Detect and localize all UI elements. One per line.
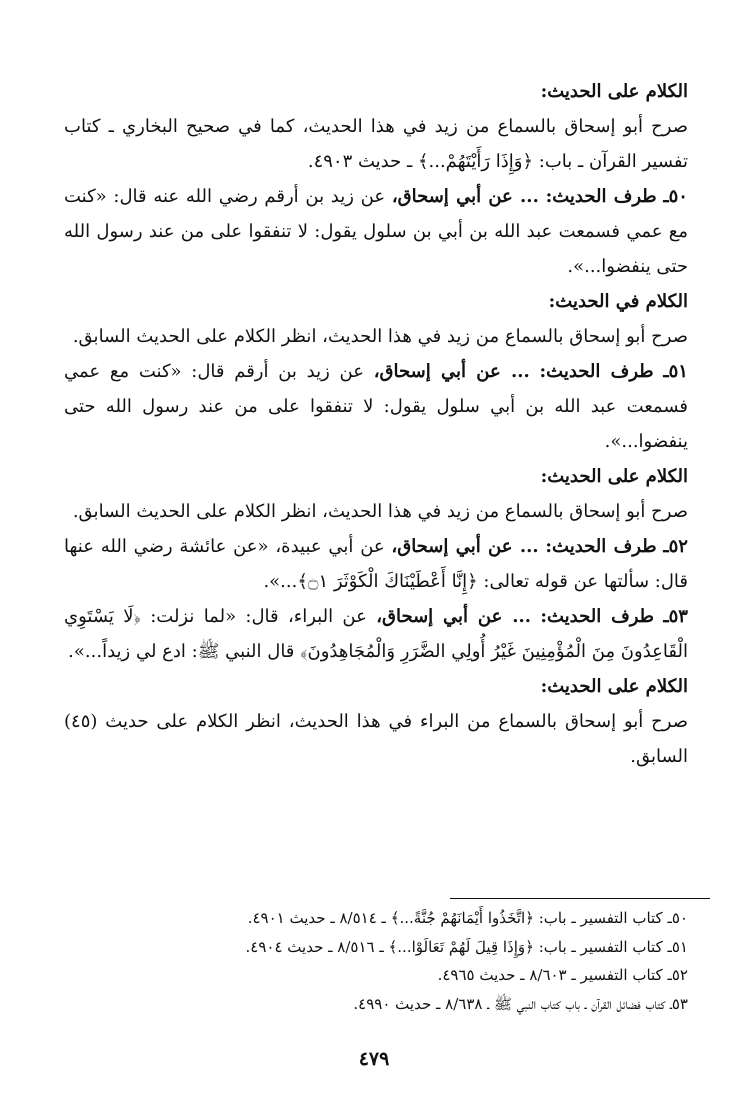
entry-number: ٥١ـ [663, 361, 688, 382]
hadith-entry-52 [64, 529, 688, 599]
entry-narrator: ... عن أبي إسحاق، [391, 536, 539, 557]
section-heading: الكلام في الحديث: [548, 291, 688, 312]
entry-number: ٥٣ـ [663, 606, 688, 627]
page-number: ٤٧٩ [358, 1048, 390, 1070]
hadith-entry-51 [64, 354, 688, 459]
entry-text: عن أبي عبيدة، «عن عائشة رضي الله عنها قال: سألتها عن قوله تعالى: ﴿إِنَّا أَعْطَيْنَاكَ الْكَوْثَرَ ۝١﴾...». [64, 536, 688, 592]
footnote-divider [450, 898, 710, 899]
footnote: ٥٣ـ كتاب فضائل القرآن ـ باب كتاب النبي ﷺ ـ ٨/٦٣٨ ـ حديث ٤٩٩٠. [353, 994, 688, 1013]
entry-label: طرف الحديث: [539, 361, 654, 382]
entry-number: ٥٢ـ [663, 536, 688, 557]
entry-number: ٥٠ـ [663, 186, 688, 207]
main-text [64, 74, 688, 774]
hadith-entry-50 [64, 179, 688, 284]
paragraph: صرح أبو إسحاق بالسماع من زيد في هذا الحديث، انظر الكلام على الحديث السابق. [72, 326, 688, 347]
entry-text: عن زيد بن أرقم قال: «كنت مع عمي فسمعت عبد الله بن أبي سلول يقول: لا تنفقوا على من عند رسول الله حتى ينفضوا...». [64, 361, 688, 452]
section-heading: الكلام على الحديث: [540, 81, 688, 102]
footnote: ٥١ـ كتاب التفسير ـ باب: ﴿وَإِذَا قِيلَ لَهُمْ تَعَالَوْا...﴾ ـ ٨/٥١٦ ـ حديث ٤٩٠٤. [245, 937, 688, 956]
entry-text: عن زيد بن أرقم رضي الله عنه قال: «كنت مع عمي فسمعت عبد الله بن أبي بن سلول يقول: لا تنفقوا على من عند رسول الله حتى ينفضوا...». [64, 186, 688, 277]
footnote: ٥٢ـ كتاب التفسير ـ ٨/٦٠٣ ـ حديث ٤٩٦٥. [437, 966, 688, 984]
footnote: ٥٠ـ كتاب التفسير ـ باب: ﴿اتَّخَذُوا أَيْمَانَهُمْ جُنَّةً...﴾ ـ ٨/٥١٤ ـ حديث ٤٩٠١. [247, 909, 688, 927]
entry-narrator: ... عن أبي إسحاق، [376, 606, 532, 627]
entry-narrator: ... عن أبي إسحاق، [391, 186, 539, 207]
paragraph: صرح أبو إسحاق بالسماع من البراء في هذا الحديث، انظر الكلام على حديث (٤٥) السابق. [64, 711, 688, 767]
entry-label: طرف الحديث: [545, 536, 657, 557]
entry-narrator: ... عن أبي إسحاق، [373, 361, 530, 382]
paragraph: صرح أبو إسحاق بالسماع من زيد في هذا الحديث، كما في صحيح البخاري ـ كتاب تفسير القرآن ـ باب: ﴿وَإِذَا رَأَيْتَهُمْ...﴾ ـ حديث ٤٩٠٣. [64, 116, 688, 172]
paragraph: صرح أبو إسحاق بالسماع من زيد في هذا الحديث، انظر الكلام على الحديث السابق. [72, 501, 688, 522]
hadith-entry-53 [64, 599, 688, 669]
section-heading: الكلام على الحديث: [540, 466, 688, 487]
entry-label: طرف الحديث: [540, 606, 655, 627]
entry-label: طرف الحديث: [545, 186, 657, 207]
section-heading: الكلام على الحديث: [540, 676, 688, 697]
footnotes [64, 904, 688, 1018]
entry-text: عن البراء، قال: «لما نزلت: ﴿لَا يَسْتَوِي الْقَاعِدُونَ مِنَ الْمُؤْمِنِينَ غَيْرُ أُولِي الضَّرَرِ وَالْمُجَاهِدُونَ﴾ قال النبي ﷺ: ادع لي زيداً...». [64, 606, 688, 662]
